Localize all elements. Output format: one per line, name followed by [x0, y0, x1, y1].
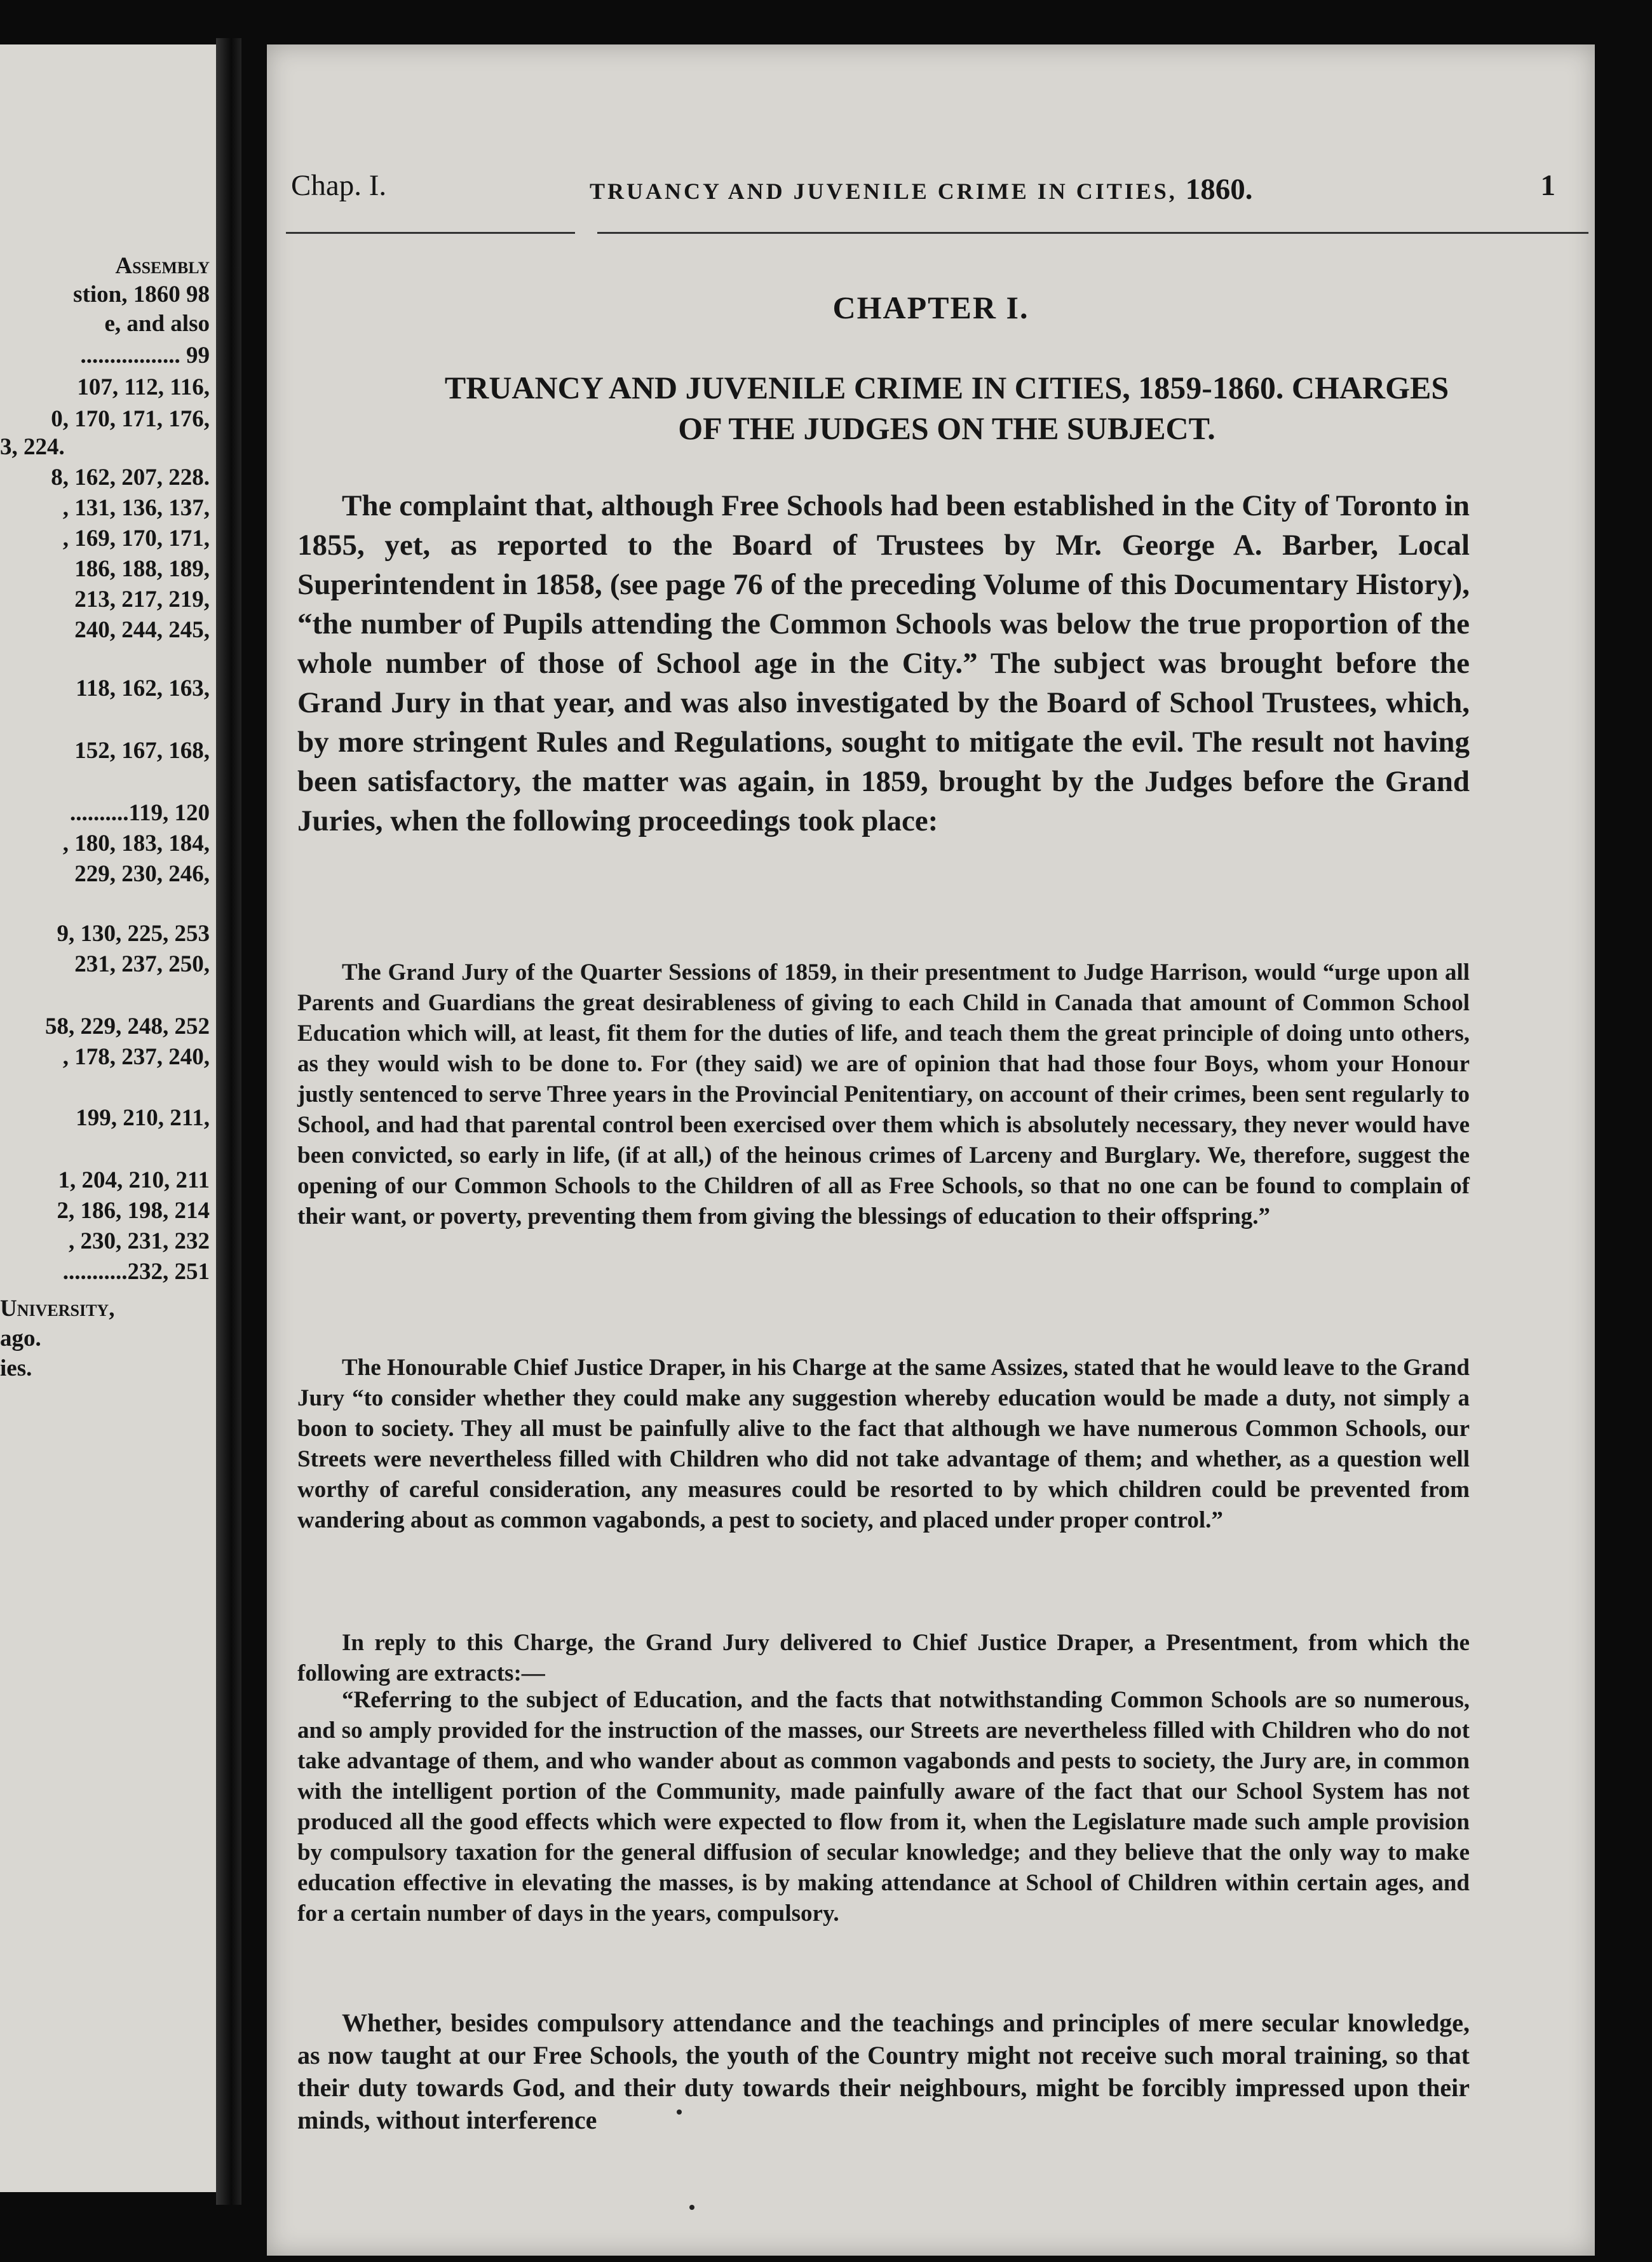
index-line: 199, 210, 211,	[76, 1105, 210, 1131]
index-line: , 178, 237, 240,	[62, 1044, 210, 1070]
whether-paragraph: Whether, besides compulsory attendance and the teachings and principles of mere secular knowledge, as now taught at our Free Schools, the youth of the Country might not receive such moral training, so that their duty towards God, and their duty towards their neighbours, might be forcibly impressed upon their minds, without interference	[297, 2008, 1470, 2134]
print-speck	[677, 2110, 682, 2115]
index-line: ies.	[0, 1355, 32, 1381]
chief-justice-paragraph: The Honourable Chief Justice Draper, in his Charge at the same Assizes, stated that he would leave to the Grand Jury “to consider whether they could make any suggestion whereby education would be made a duty, not simply a boon to society. They all must be painfully alive to the fact that although we have numerous Common Schools, our Streets were nevertheless filled with Children who did not take advantage of them; and whether, as a question well worthy of careful consideration, any measures could be resorted to by which children could be prevented from wandering about as common vagabonds, a pest to society, and placed under proper control.”	[297, 1355, 1470, 1533]
header-rule-left	[286, 232, 575, 234]
index-line: University,	[0, 1296, 115, 1322]
index-line: 118, 162, 163,	[76, 675, 210, 701]
index-line: 152, 167, 168,	[74, 738, 210, 764]
index-line: 3, 224.	[0, 434, 65, 460]
print-speck	[689, 2205, 694, 2210]
reply-paragraph: In reply to this Charge, the Grand Jury delivered to Chief Justice Draper, a Presentment, from which the following are extracts:—	[297, 1630, 1470, 1686]
index-line: stion, 1860 98	[73, 281, 210, 308]
index-line: e, and also	[104, 311, 210, 337]
chapter-heading	[292, 367, 1601, 449]
index-line: 213, 217, 219,	[74, 586, 210, 613]
header-rule-right	[597, 232, 1588, 234]
index-line: , 169, 170, 171,	[62, 525, 210, 552]
index-line: 231, 237, 250,	[74, 951, 210, 977]
index-line: ago.	[0, 1325, 41, 1351]
index-line: ................. 99	[80, 342, 210, 369]
running-title-text: TRUANCY AND JUVENILE CRIME IN CITIES,	[590, 179, 1177, 204]
extract-paragraph: “Referring to the subject of Education, and the facts that notwithstanding Common Schools are so numerous, and so amply provided for the instruction of the masses, our Streets are nevertheless filled with Children who do not take advantage of them, and who wander about as common vagabonds and pests to society, the Jury are, in common with the intelligent portion of the Community, made painfully aware of the fact that our School System has not produced all the good effects which were expected to flow from it, when the Legislature made such ample provision by compulsory taxation for the general diffusion of secular knowledge; and they believe that the only way to make education effective in elevating the masses, is by making attendance at School of Children within certain ages, and for a certain number of days in the years, compulsory.	[297, 1687, 1470, 1927]
chapter-heading-line-1: TRUANCY AND JUVENILE CRIME IN CITIES, 1859-1860. CHARGES	[444, 370, 1449, 405]
chapter-title: CHAPTER I.	[832, 290, 1029, 325]
index-line: , 180, 183, 184,	[62, 830, 210, 857]
index-line: 107, 112, 116,	[77, 374, 210, 400]
lead-paragraph: The complaint that, although Free Schools had been established in the City of Toronto in 1855, yet, as reported to the Board of Trustees by Mr. George A. Barber, Local Superintendent in 1858, (see page 76 of the preceding Volume of this Documentary History), “the number of Pupils attending the Common Schools was below the true proportion of the whole number of those of School age in the City.” The subject was brought before the Grand Jury in that year, and was also investigated by the Board of School Trustees, which, by more stringent Rules and Regulations, sought to mitigate the evil. The result not having been satisfactory, the matter was again, in 1859, brought by the Judges before the Grand Juries, when the following proceedings took place:	[297, 489, 1470, 837]
index-line: Assembly	[115, 253, 210, 279]
index-line: 0, 170, 171, 176,	[51, 406, 210, 432]
page-number: 1	[1540, 169, 1555, 202]
index-line: , 230, 231, 232	[69, 1228, 210, 1254]
previous-page-fragment	[0, 44, 216, 2192]
running-title-year: 1860.	[1185, 173, 1253, 206]
chapter-heading-line-2: OF THE JUDGES ON THE SUBJECT.	[678, 410, 1215, 446]
index-line: 229, 230, 246,	[74, 861, 210, 887]
index-line: 240, 244, 245,	[74, 617, 210, 643]
index-line: , 131, 136, 137,	[62, 495, 210, 521]
index-line: ...........232, 251	[62, 1259, 210, 1285]
chapter-reference: Chap. I.	[291, 169, 387, 202]
index-line: ..........119, 120	[70, 800, 210, 826]
document-page	[267, 44, 1595, 2256]
index-line: 58, 229, 248, 252	[45, 1013, 210, 1040]
index-line: 1, 204, 210, 211	[58, 1167, 210, 1193]
index-line: 2, 186, 198, 214	[57, 1198, 210, 1224]
index-line: 186, 188, 189,	[74, 556, 210, 582]
index-line: 9, 130, 225, 253	[57, 921, 210, 947]
running-header	[291, 168, 1555, 207]
book-spine-shadow	[216, 38, 241, 2205]
running-title	[590, 172, 1253, 207]
grand-jury-paragraph: The Grand Jury of the Quarter Sessions of 1859, in their presentment to Judge Harrison, would “urge upon all Parents and Guardians the great desirableness of giving to each Child in Canada that amount of Common School Education which will, at least, fit them for the duties of life, and teach them the great principle of doing unto others, as they would wish to be done to. For (they said) we are of opinion that had those four Boys, whom your Honour justly sentenced to serve Three years in the Provincial Penitentiary, on account of their crimes, been sent regularly to School, and had that parental control been exercised over them which is absolutely necessary, they never would have been convicted, so early in life, (if at all,) of the heinous crimes of Larceny and Burglary. We, therefore, suggest the opening of our Common Schools to the Children of all as Free Schools, so that no one can be found to complain of their want, or poverty, preventing them from giving the blessings of education to their offspring.”	[297, 959, 1470, 1229]
index-line: 8, 162, 207, 228.	[51, 464, 210, 491]
